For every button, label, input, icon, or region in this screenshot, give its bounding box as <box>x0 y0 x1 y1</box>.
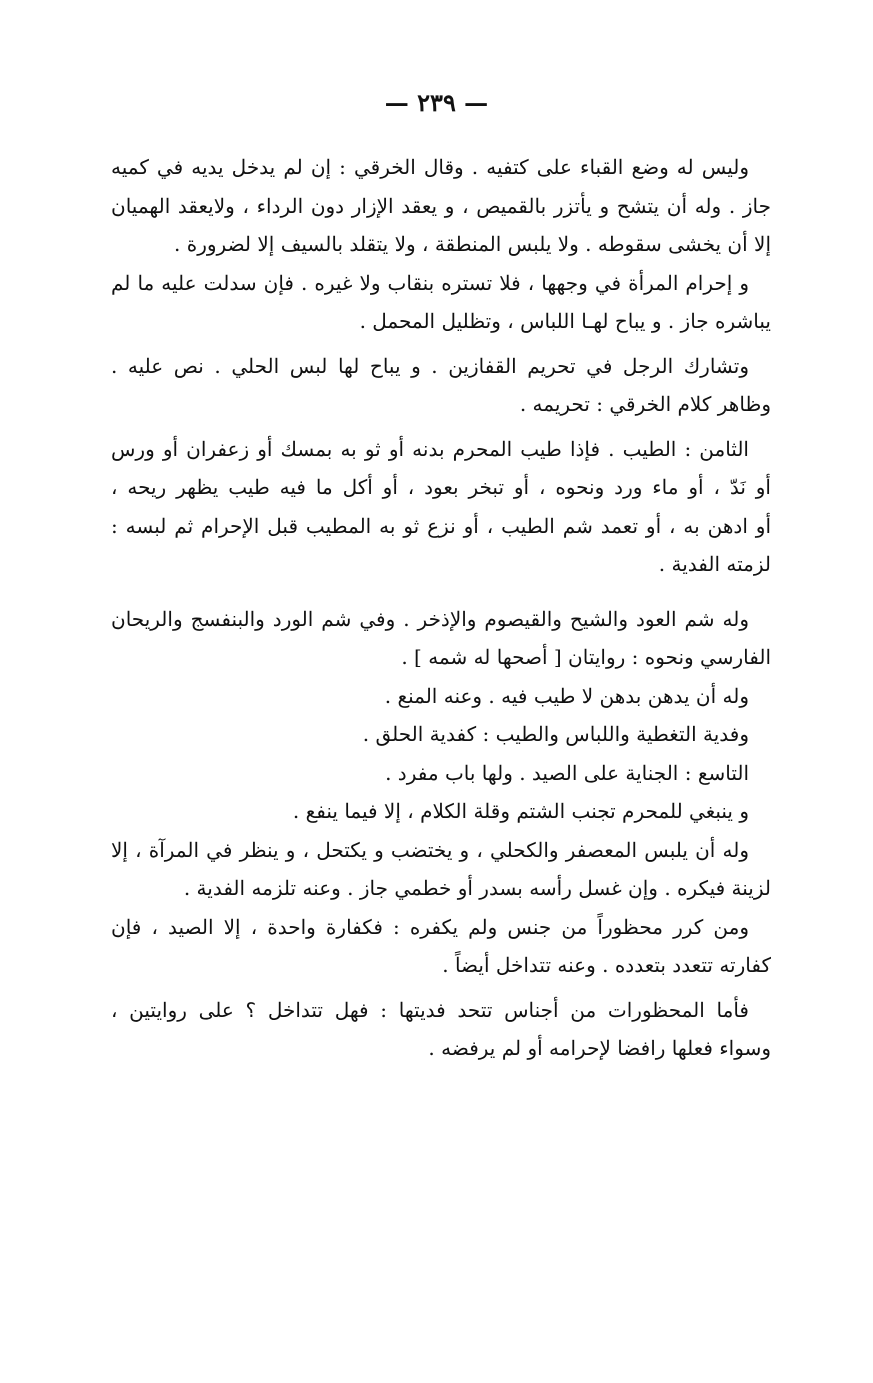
text-line: لزينة فيكره . وإن غسل رأسه بسدر أو خطمي جاز . وعنه تلزمه الفدية . <box>183 876 771 900</box>
text-line: وله أن يلبس المعصفر والكحلي ، و يختضب و يكتحل ، و ينظر في المرآة ، إلا <box>111 837 749 862</box>
text-line: التاسع : الجناية على الصيد . ولها باب مفرد . <box>385 760 749 785</box>
text-line: كفارته تتعدد بتعدده . وعنه تتداخل أيضاً . <box>442 953 771 977</box>
text-line: وله أن يدهن بدهن لا طيب فيه . وعنه المنع . <box>384 683 749 708</box>
text-line: وليس له وضع القباء على كتفيه . وقال الخرقي : إن لم يدخل يديه في كميه <box>111 155 749 179</box>
body-text <box>111 148 771 1068</box>
text-line: وفدية التغطية واللباس والطيب : كفدية الحلق . <box>362 722 749 746</box>
text-line: وتشارك الرجل في تحريم القفازين . و يباح لها لبس الحلي . نص عليه . <box>111 353 749 378</box>
text-line: و إحرام المرأة في وجهها ، فلا تستره بنقاب ولا غيره . فإن سدلت عليه ما لم <box>111 270 749 295</box>
text-line: يباشره جاز . و يباح لهـا اللباس ، وتظليل المحمل . <box>359 309 771 333</box>
text-line: وظاهر كلام الخرقي : تحريمه . <box>519 392 771 416</box>
text-line: وسواء فعلها رافضا لإحرامه أو لم يرفضه . <box>428 1036 771 1060</box>
text-line: أو نَدّ ، أو ماء ورد ونحوه ، أو تبخر بعود ، أو أكل ما فيه طيب يظهر ريحه ، <box>111 475 771 499</box>
text-line: الثامن : الطيب . فإذا طيب المحرم بدنه أو ثو به بمسك أو زعفران أو ورس <box>111 436 749 461</box>
text-line: وله شم العود والشيح والقيصوم والإذخر . وفي شم الورد والبنفسج والريحان <box>111 606 749 631</box>
text-line: أو ادهن به ، أو تعمد شم الطيب ، أو نزع ثو به المطيب قبل الإحرام ثم لبسه : <box>111 513 771 538</box>
text-line: إلا أن يخشى سقوطه . ولا يلبس المنطقة ، ولا يتقلد بالسيف إلا لضرورة . <box>174 232 771 256</box>
text-line: الفارسي ونحوه : روايتان [ أصحها له شمه ] . <box>401 645 771 669</box>
text-line: و ينبغي للمحرم تجنب الشتم وقلة الكلام ، إلا فيما ينفع . <box>292 799 749 823</box>
page-number: — ٢٣٩ — <box>384 88 489 117</box>
text-line: جاز . وله أن يتشح و يأتزر بالقميص ، و يعقد الإزار دون الرداء ، ولايعقد الهميان <box>111 193 771 218</box>
text-line: فأما المحظورات من أجناس تتحد فديتها : فهل تتداخل ؟ على روايتين ، <box>111 997 749 1022</box>
text-line: لزمته الفدية . <box>658 552 771 576</box>
text-line: ومن كرر محظوراً من جنس ولم يكفره : فكفارة واحدة ، إلا الصيد ، فإن <box>111 914 749 939</box>
